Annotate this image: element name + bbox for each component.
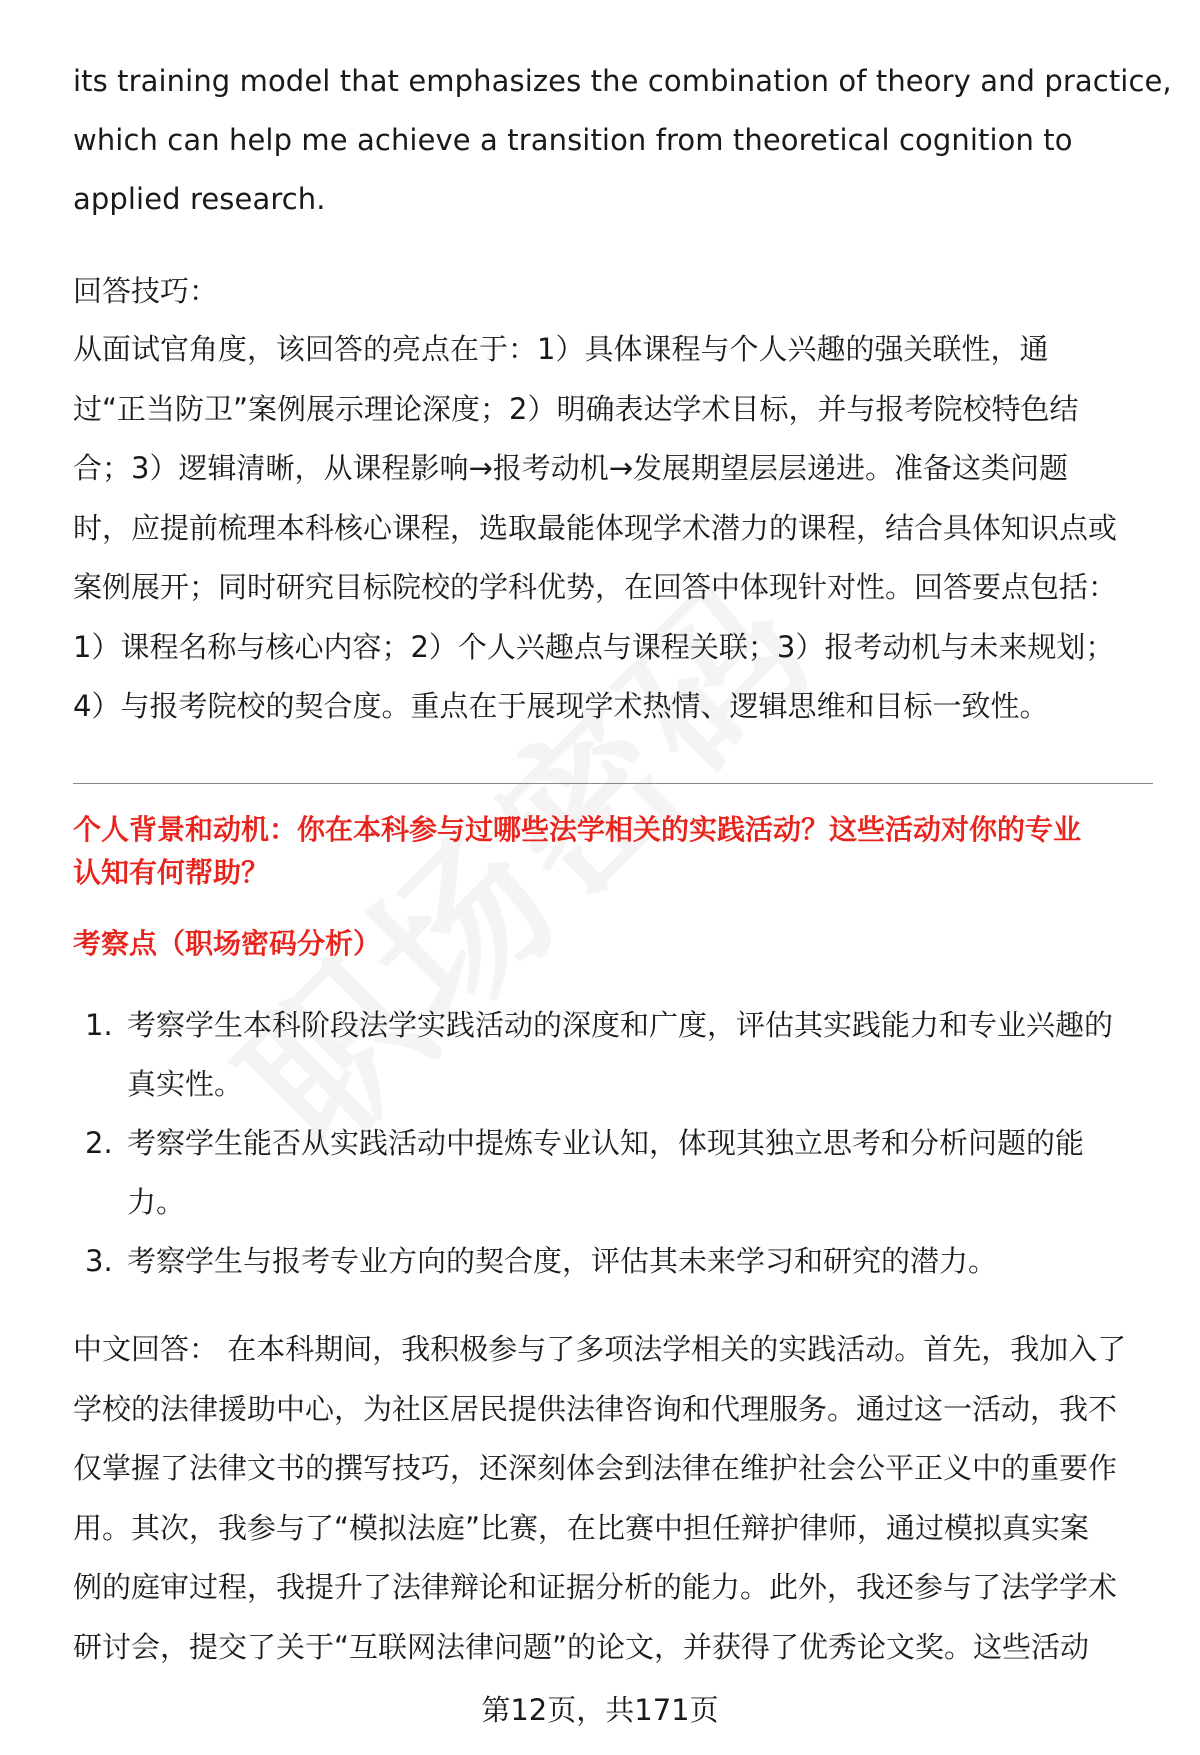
question-line: 认知有何帮助？ [73,856,270,889]
tips-line: 时，应提前梳理本科核心课程，选取最能体现学术潜力的课程，结合具体知识点或 [73,510,1118,545]
answer-line: 例的庭审过程，我提升了法律辩论和证据分析的能力。此外，我还参与了法学学术 [73,1570,1118,1604]
english-paragraph [73,52,1172,229]
list-item [73,996,1153,1114]
chinese-answer-paragraph [73,1320,1153,1677]
answer-line: 研讨会，提交了关于“互联网法律问题”的论文，并获得了优秀论文奖。这些活动 [73,1629,1090,1664]
list-item-line: 考察学生能否从实践活动中提炼专业认知，体现其独立思考和分析问题的能 [127,1126,1085,1160]
tips-line: 合；3）逻辑清晰，从课程影响→报考动机→发展期望层层递进。准备这类问题 [73,451,1069,485]
answer-line: 用。其次，我参与了“模拟法庭”比赛，在比赛中担任辩护律师，通过模拟真实案 [73,1510,1090,1545]
list-item-number: 2. [85,1126,113,1160]
list-item-line: 力。 [127,1185,186,1219]
list-item-number: 3. [85,1244,113,1278]
list-item [73,1114,1153,1232]
list-item-line: 考察学生本科阶段法学实践活动的深度和广度，评估其实践能力和专业兴趣的 [127,1008,1114,1042]
tips-label: 回答技巧： [73,274,219,308]
question-heading [73,808,1153,894]
tips-paragraph [73,320,1153,737]
evaluation-points-list [73,996,1153,1291]
section-title: 考察点（职场密码分析） [73,927,382,960]
english-line: applied research. [73,182,326,216]
answer-line: 学校的法律援助中心，为社区居民提供法律咨询和代理服务。通过这一活动，我不 [73,1391,1118,1426]
tips-line: 1）课程名称与核心内容；2）个人兴趣点与课程关联；3）报考动机与未来规划； [73,629,1115,664]
tips-line: 案例展开；同时研究目标院校的学科优势，在回答中体现针对性。回答要点包括： [73,570,1118,604]
list-item [73,1232,1153,1291]
tips-line: 从面试官角度，该回答的亮点在于：1）具体课程与个人兴趣的强关联性，通 [73,332,1049,366]
tips-line: 4）与报考院校的契合度。重点在于展现学术热情、逻辑思维和目标一致性。 [73,689,1049,723]
answer-line: 中文回答： 在本科期间，我积极参与了多项法学相关的实践活动。首先，我加入了 [73,1332,1127,1366]
list-item-line: 考察学生与报考专业方向的契合度，评估其未来学习和研究的潜力。 [127,1244,998,1278]
english-line: its training model that emphasizes the combination of theory and practice, [73,64,1172,98]
list-item-line: 真实性。 [127,1067,244,1101]
list-item-number: 1. [85,1008,113,1042]
page-number-footer: 第12页，共171页 [481,1693,719,1727]
question-line: 个人背景和动机：你在本科参与过哪些法学相关的实践活动？这些活动对你的专业 [73,813,1082,846]
answer-line: 仅掌握了法律文书的撰写技巧，还深刻体会到法律在维护社会公平正义中的重要作 [73,1451,1118,1485]
tips-line: 过“正当防卫”案例展示理论深度；2）明确表达学术目标，并与报考院校特色结 [73,391,1079,426]
section-divider [73,783,1153,784]
english-line: which can help me achieve a transition from theoretical cognition to [73,123,1073,157]
